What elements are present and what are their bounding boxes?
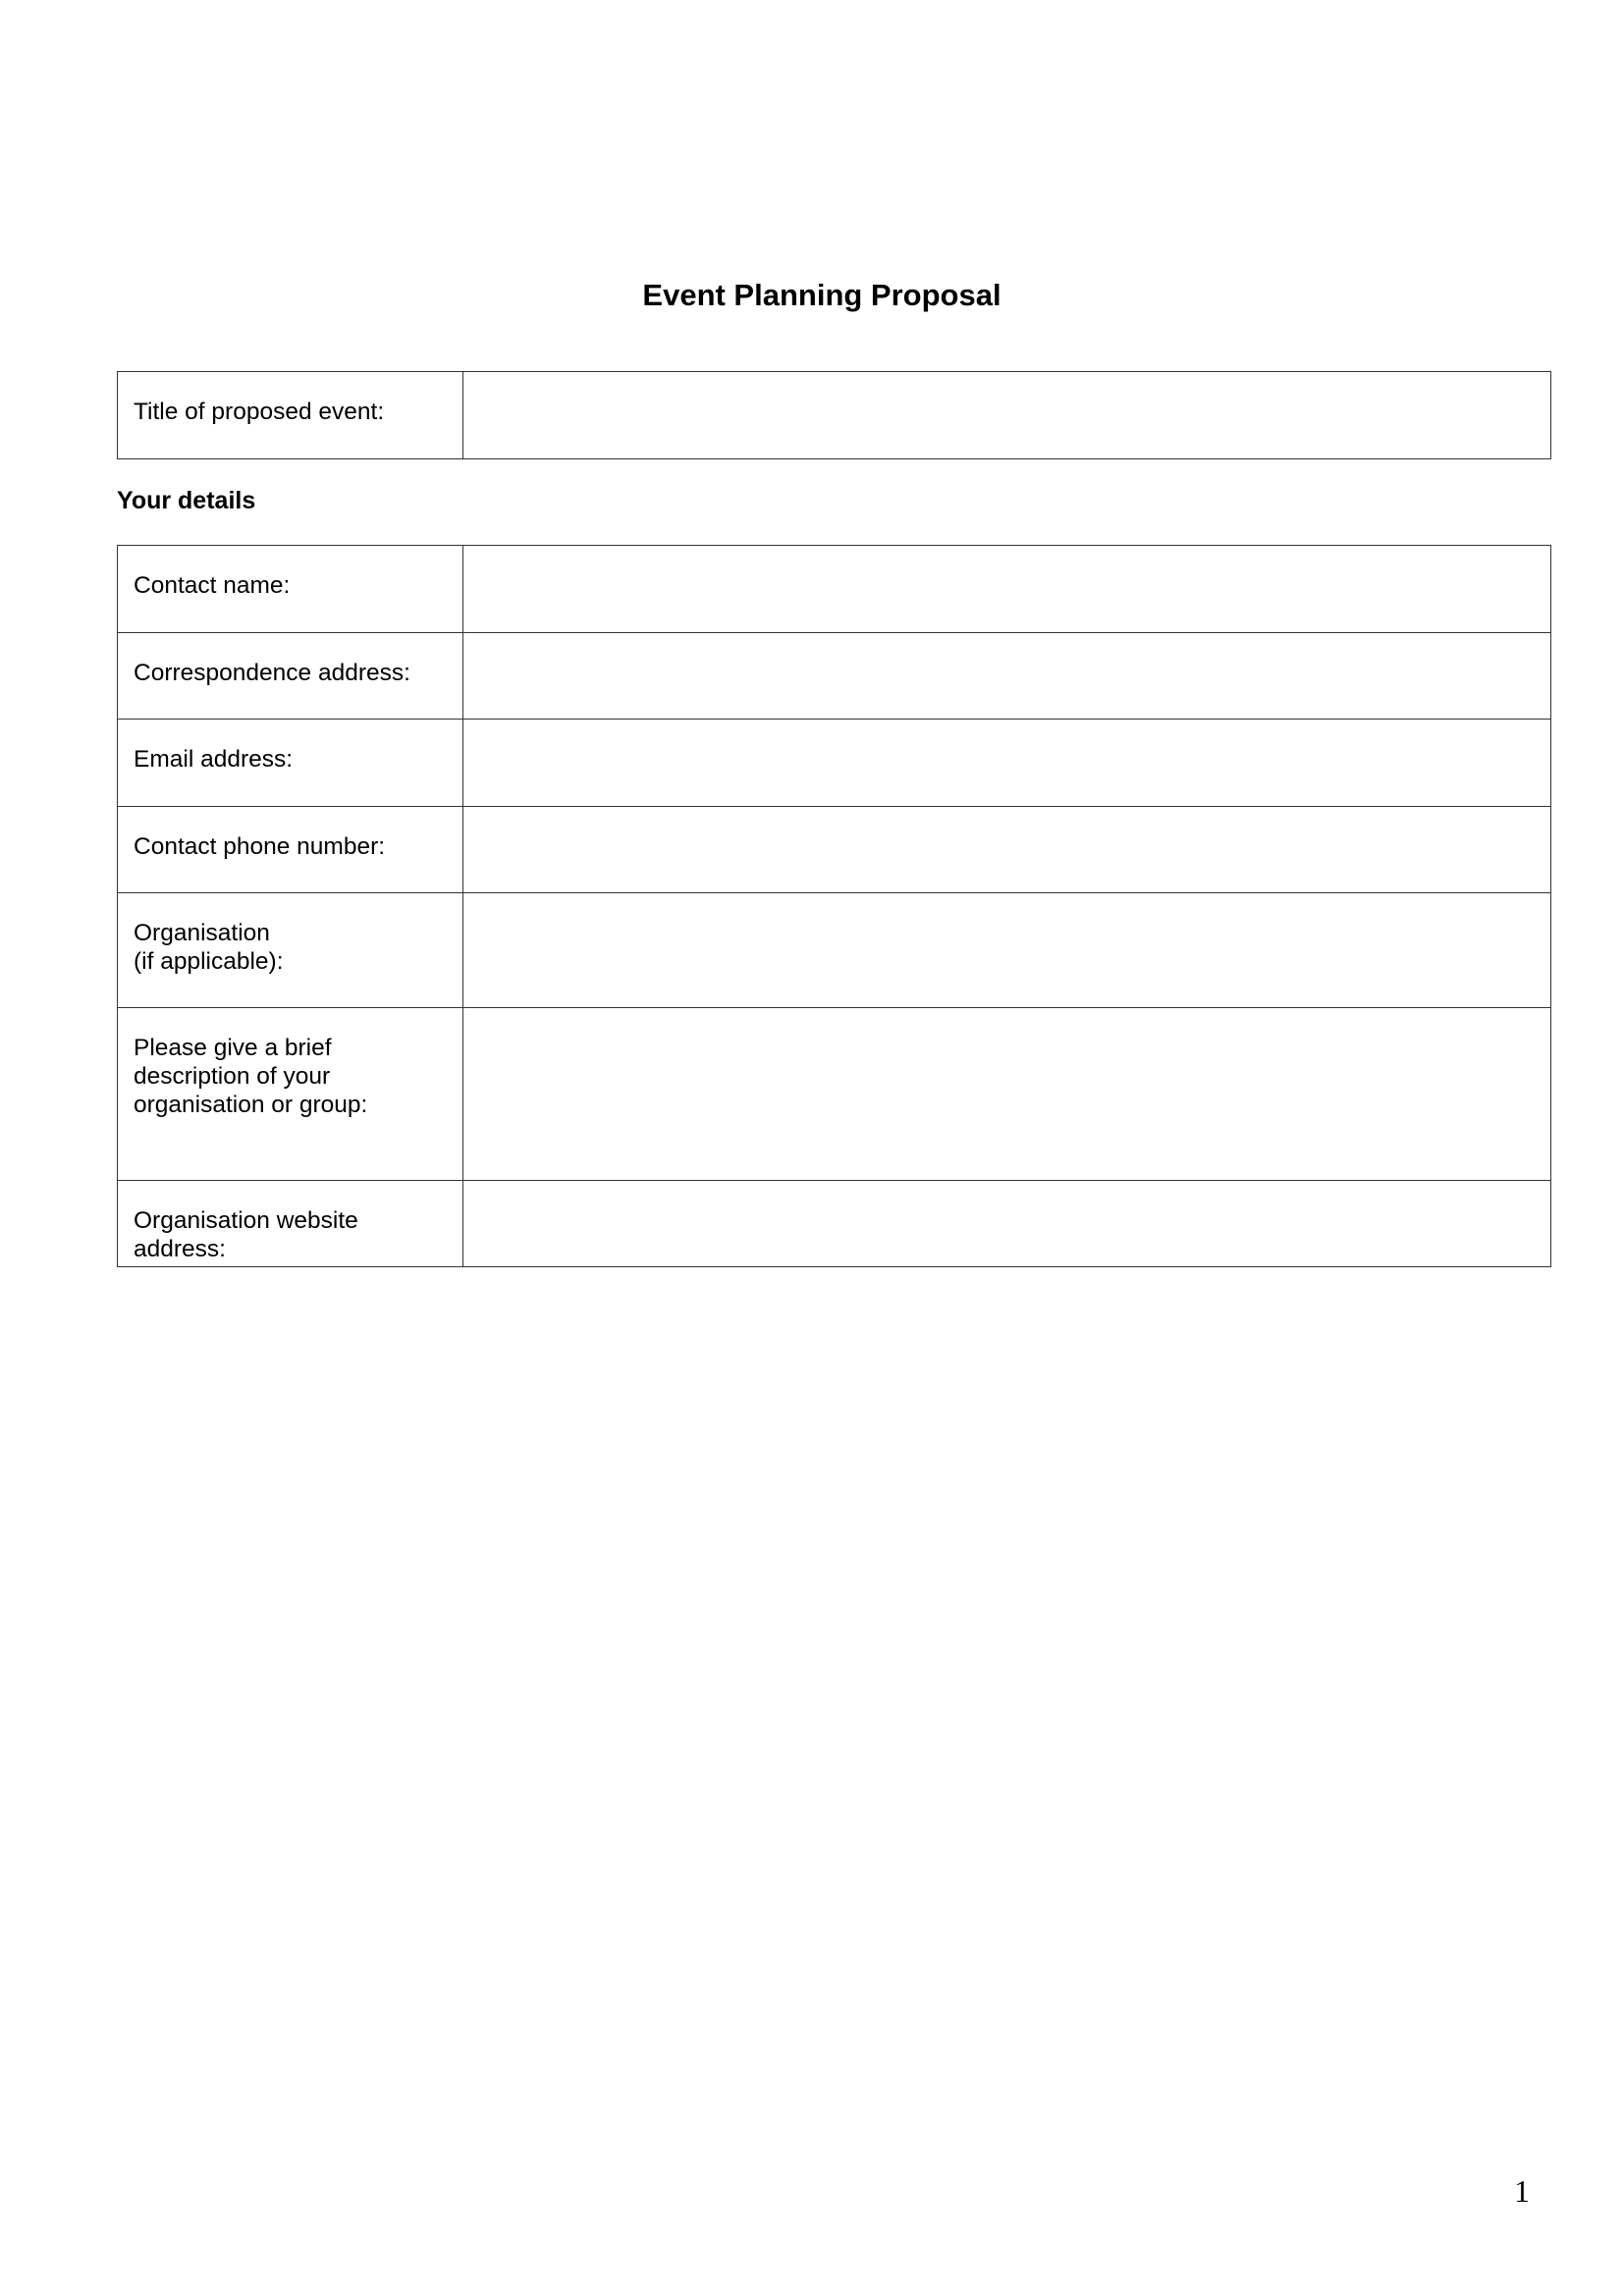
contact-name-label-cell [118, 546, 463, 633]
contact-phone-label: Contact phone number: [134, 833, 386, 860]
table-row [118, 720, 1551, 807]
organisation-description-label-cell [118, 1008, 463, 1181]
organisation-description-label: Please give a brief description of your organisation or group: [134, 1035, 368, 1118]
organisation-field[interactable] [463, 893, 1551, 1008]
email-address-label: Email address: [134, 746, 294, 773]
organisation-label: Organisation (if applicable): [134, 920, 284, 975]
correspondence-address-label: Correspondence address: [134, 660, 410, 686]
organisation-website-label-cell [118, 1181, 463, 1267]
section-heading-your-details: Your details [117, 487, 256, 514]
table-row [118, 893, 1551, 1008]
table-row [118, 1008, 1551, 1181]
email-address-label-cell [118, 720, 463, 807]
event-title-label: Title of proposed event: [134, 399, 385, 425]
table-row [118, 1181, 1551, 1267]
correspondence-address-label-cell [118, 633, 463, 720]
event-title-field[interactable] [463, 372, 1551, 459]
organisation-label-cell [118, 893, 463, 1008]
contact-phone-label-cell [118, 807, 463, 893]
contact-phone-field[interactable] [463, 807, 1551, 893]
event-title-table [117, 371, 1551, 459]
your-details-table [117, 545, 1551, 1267]
contact-name-label: Contact name: [134, 572, 291, 599]
page-number: 1 [1514, 2173, 1530, 2209]
table-row [118, 807, 1551, 893]
organisation-website-label: Organisation website address: [134, 1207, 358, 1262]
event-title-label-cell [118, 372, 463, 459]
document-title: Event Planning Proposal [642, 278, 1001, 312]
email-address-field[interactable] [463, 720, 1551, 807]
table-row [118, 372, 1551, 459]
organisation-description-field[interactable] [463, 1008, 1551, 1181]
correspondence-address-field[interactable] [463, 633, 1551, 720]
table-row [118, 546, 1551, 633]
organisation-website-field[interactable] [463, 1181, 1551, 1267]
contact-name-field[interactable] [463, 546, 1551, 633]
table-row [118, 633, 1551, 720]
